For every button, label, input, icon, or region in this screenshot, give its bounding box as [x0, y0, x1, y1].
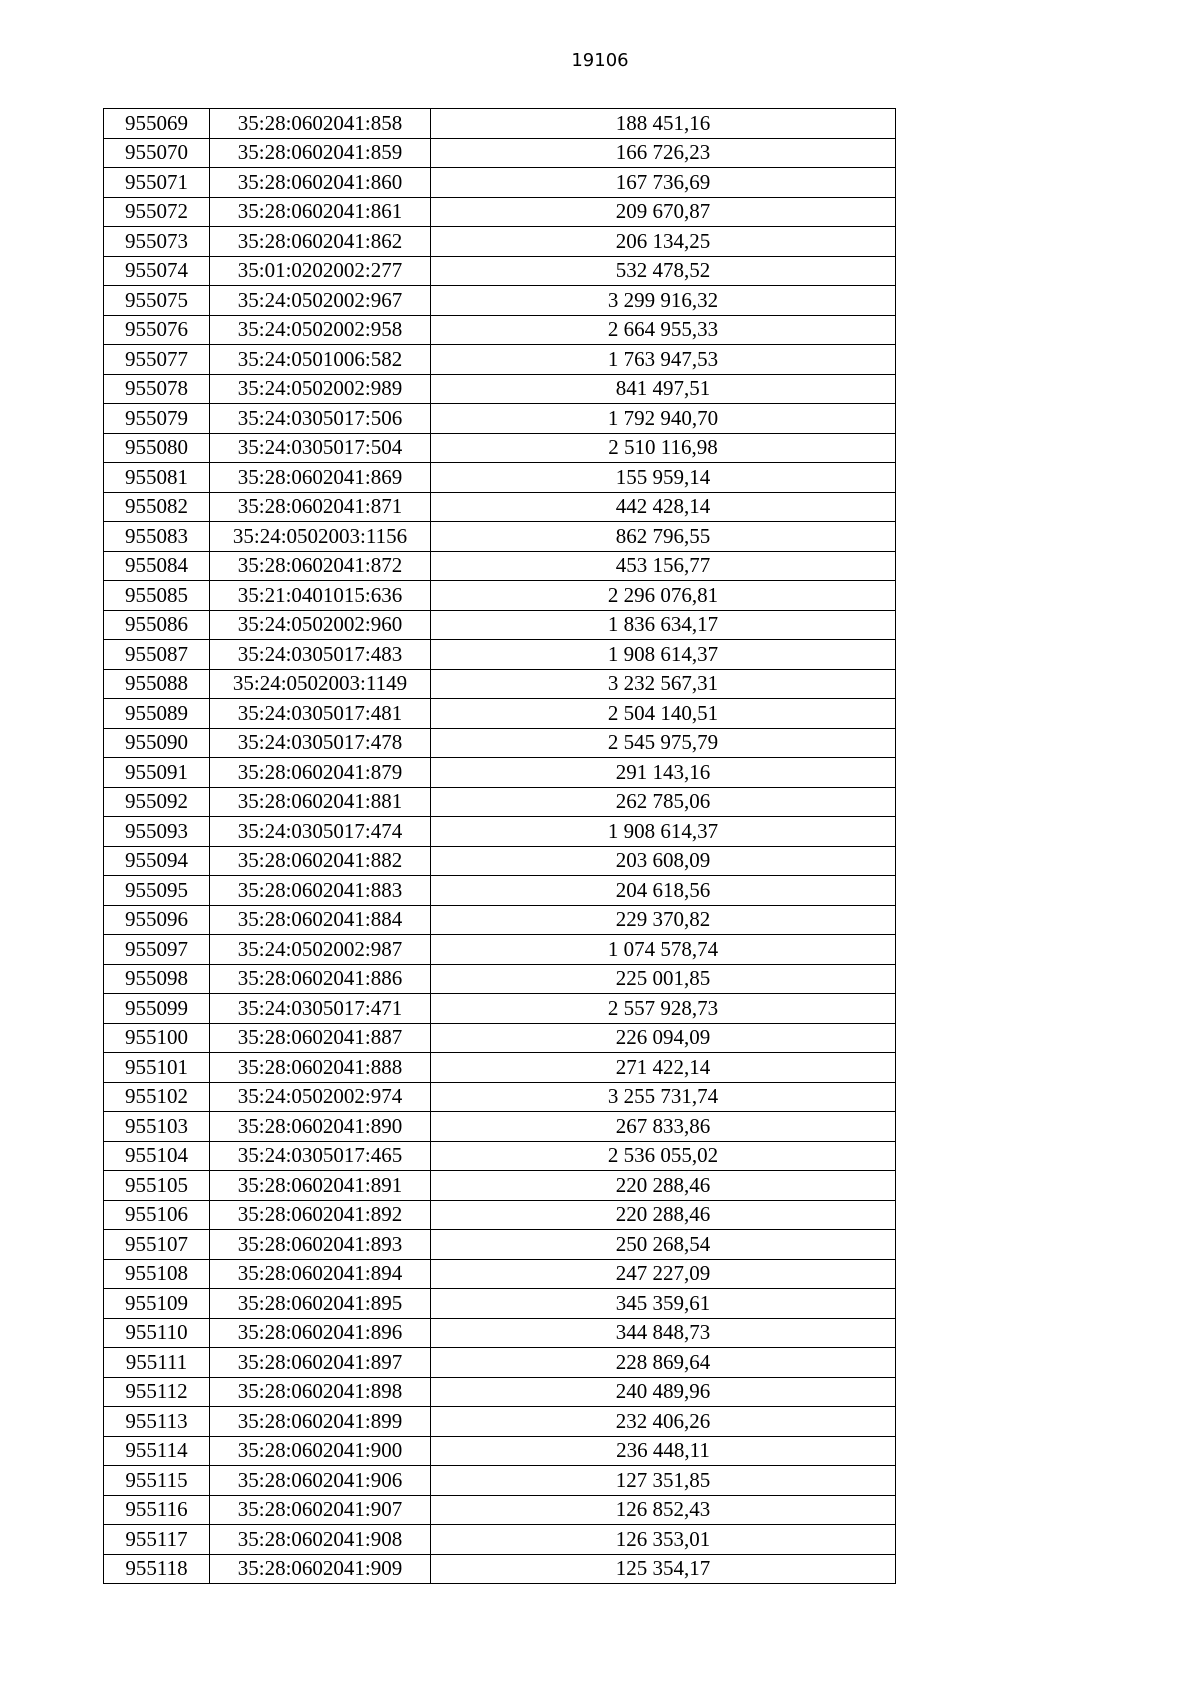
- row-id-cell: 955109: [104, 1289, 210, 1319]
- table-row: [104, 787, 896, 817]
- row-id-cell: 955104: [104, 1141, 210, 1171]
- row-id-cell: 955073: [104, 227, 210, 257]
- table-row: [104, 345, 896, 375]
- row-id-cell: 955078: [104, 374, 210, 404]
- table-row: [104, 1318, 896, 1348]
- cadastral-number-cell: 35:24:0305017:483: [210, 640, 431, 670]
- cadastral-value-cell: 267 833,86: [431, 1112, 896, 1142]
- row-id-cell: 955076: [104, 315, 210, 345]
- cadastral-number-cell: 35:24:0502003:1156: [210, 522, 431, 552]
- cadastral-value-cell: 345 359,61: [431, 1289, 896, 1319]
- table-row: [104, 1230, 896, 1260]
- table-row: [104, 433, 896, 463]
- cadastral-value-cell: 2 557 928,73: [431, 994, 896, 1024]
- cadastral-value-cell: 127 351,85: [431, 1466, 896, 1496]
- row-id-cell: 955095: [104, 876, 210, 906]
- cadastral-value-cell: 1 908 614,37: [431, 640, 896, 670]
- cadastral-value-cell: 220 288,46: [431, 1200, 896, 1230]
- row-id-cell: 955096: [104, 905, 210, 935]
- cadastral-number-cell: 35:28:0602041:879: [210, 758, 431, 788]
- cadastral-value-cell: 240 489,96: [431, 1377, 896, 1407]
- table-row: [104, 1200, 896, 1230]
- table-row: [104, 994, 896, 1024]
- cadastral-number-cell: 35:28:0602041:872: [210, 551, 431, 581]
- table-row: [104, 610, 896, 640]
- table-row: [104, 1436, 896, 1466]
- table-row: [104, 581, 896, 611]
- table-row: [104, 758, 896, 788]
- row-id-cell: 955094: [104, 846, 210, 876]
- row-id-cell: 955083: [104, 522, 210, 552]
- table-row: [104, 1466, 896, 1496]
- cadastral-value-cell: 1 792 940,70: [431, 404, 896, 434]
- table-row: [104, 964, 896, 994]
- table-row: [104, 728, 896, 758]
- row-id-cell: 955111: [104, 1348, 210, 1378]
- table-row: [104, 1053, 896, 1083]
- cadastral-number-cell: 35:24:0502002:974: [210, 1082, 431, 1112]
- cadastral-value-cell: 188 451,16: [431, 109, 896, 139]
- cadastral-number-cell: 35:28:0602041:897: [210, 1348, 431, 1378]
- cadastral-number-cell: 35:28:0602041:883: [210, 876, 431, 906]
- cadastral-value-cell: 2 536 055,02: [431, 1141, 896, 1171]
- cadastral-number-cell: 35:28:0602041:871: [210, 492, 431, 522]
- cadastral-number-cell: 35:24:0305017:478: [210, 728, 431, 758]
- row-id-cell: 955093: [104, 817, 210, 847]
- row-id-cell: 955113: [104, 1407, 210, 1437]
- cadastral-number-cell: 35:24:0502002:960: [210, 610, 431, 640]
- cadastral-value-cell: 209 670,87: [431, 197, 896, 227]
- cadastral-number-cell: 35:21:0401015:636: [210, 581, 431, 611]
- row-id-cell: 955107: [104, 1230, 210, 1260]
- row-id-cell: 955080: [104, 433, 210, 463]
- row-id-cell: 955092: [104, 787, 210, 817]
- table-row: [104, 227, 896, 257]
- cadastral-number-cell: 35:28:0602041:906: [210, 1466, 431, 1496]
- cadastral-value-cell: 262 785,06: [431, 787, 896, 817]
- row-id-cell: 955115: [104, 1466, 210, 1496]
- table-row: [104, 1289, 896, 1319]
- cadastral-value-table: [103, 108, 896, 1584]
- cadastral-number-cell: 35:28:0602041:886: [210, 964, 431, 994]
- cadastral-value-cell: 2 545 975,79: [431, 728, 896, 758]
- cadastral-value-cell: 841 497,51: [431, 374, 896, 404]
- cadastral-value-cell: 229 370,82: [431, 905, 896, 935]
- row-id-cell: 955086: [104, 610, 210, 640]
- cadastral-value-cell: 3 232 567,31: [431, 669, 896, 699]
- cadastral-value-cell: 232 406,26: [431, 1407, 896, 1437]
- cadastral-value-cell: 126 852,43: [431, 1495, 896, 1525]
- row-id-cell: 955112: [104, 1377, 210, 1407]
- table-row: [104, 1377, 896, 1407]
- cadastral-value-cell: 236 448,11: [431, 1436, 896, 1466]
- row-id-cell: 955069: [104, 109, 210, 139]
- cadastral-value-cell: 228 869,64: [431, 1348, 896, 1378]
- cadastral-value-cell: 453 156,77: [431, 551, 896, 581]
- table-row: [104, 315, 896, 345]
- row-id-cell: 955071: [104, 168, 210, 198]
- row-id-cell: 955079: [104, 404, 210, 434]
- cadastral-value-cell: 1 763 947,53: [431, 345, 896, 375]
- cadastral-number-cell: 35:24:0305017:506: [210, 404, 431, 434]
- cadastral-number-cell: 35:24:0502003:1149: [210, 669, 431, 699]
- cadastral-number-cell: 35:28:0602041:887: [210, 1023, 431, 1053]
- table-row: [104, 640, 896, 670]
- cadastral-number-cell: 35:28:0602041:907: [210, 1495, 431, 1525]
- cadastral-value-cell: 250 268,54: [431, 1230, 896, 1260]
- cadastral-number-cell: 35:24:0502002:958: [210, 315, 431, 345]
- row-id-cell: 955074: [104, 256, 210, 286]
- row-id-cell: 955091: [104, 758, 210, 788]
- row-id-cell: 955114: [104, 1436, 210, 1466]
- cadastral-value-cell: 442 428,14: [431, 492, 896, 522]
- table-row: [104, 1259, 896, 1289]
- cadastral-number-cell: 35:24:0502002:987: [210, 935, 431, 965]
- cadastral-value-cell: 2 296 076,81: [431, 581, 896, 611]
- row-id-cell: 955081: [104, 463, 210, 493]
- cadastral-value-cell: 247 227,09: [431, 1259, 896, 1289]
- table-row: [104, 1112, 896, 1142]
- cadastral-value-cell: 2 504 140,51: [431, 699, 896, 729]
- row-id-cell: 955070: [104, 138, 210, 168]
- cadastral-number-cell: 35:28:0602041:882: [210, 846, 431, 876]
- cadastral-value-cell: 220 288,46: [431, 1171, 896, 1201]
- table-row: [104, 1141, 896, 1171]
- table-row: [104, 699, 896, 729]
- cadastral-number-cell: 35:01:0202002:277: [210, 256, 431, 286]
- cadastral-value-cell: 203 608,09: [431, 846, 896, 876]
- table-row: [104, 817, 896, 847]
- table-row: [104, 522, 896, 552]
- table-row: [104, 492, 896, 522]
- row-id-cell: 955077: [104, 345, 210, 375]
- table-row: [104, 138, 896, 168]
- row-id-cell: 955103: [104, 1112, 210, 1142]
- cadastral-value-cell: 225 001,85: [431, 964, 896, 994]
- row-id-cell: 955097: [104, 935, 210, 965]
- table-row: [104, 846, 896, 876]
- cadastral-value-cell: 155 959,14: [431, 463, 896, 493]
- cadastral-value-cell: 862 796,55: [431, 522, 896, 552]
- cadastral-number-cell: 35:28:0602041:896: [210, 1318, 431, 1348]
- cadastral-number-cell: 35:28:0602041:884: [210, 905, 431, 935]
- cadastral-number-cell: 35:28:0602041:860: [210, 168, 431, 198]
- row-id-cell: 955118: [104, 1554, 210, 1584]
- row-id-cell: 955110: [104, 1318, 210, 1348]
- cadastral-number-cell: 35:24:0502002:967: [210, 286, 431, 316]
- cadastral-value-cell: 3 255 731,74: [431, 1082, 896, 1112]
- cadastral-number-cell: 35:28:0602041:909: [210, 1554, 431, 1584]
- row-id-cell: 955102: [104, 1082, 210, 1112]
- cadastral-value-cell: 125 354,17: [431, 1554, 896, 1584]
- cadastral-number-cell: 35:24:0501006:582: [210, 345, 431, 375]
- cadastral-number-cell: 35:28:0602041:888: [210, 1053, 431, 1083]
- cadastral-number-cell: 35:28:0602041:894: [210, 1259, 431, 1289]
- cadastral-value-cell: 1 836 634,17: [431, 610, 896, 640]
- cadastral-number-cell: 35:28:0602041:859: [210, 138, 431, 168]
- table-row: [104, 256, 896, 286]
- cadastral-value-cell: 226 094,09: [431, 1023, 896, 1053]
- table-row: [104, 168, 896, 198]
- cadastral-value-cell: 167 736,69: [431, 168, 896, 198]
- cadastral-value-cell: 126 353,01: [431, 1525, 896, 1555]
- table-row: [104, 374, 896, 404]
- row-id-cell: 955090: [104, 728, 210, 758]
- table-row: [104, 1348, 896, 1378]
- table-row: [104, 1171, 896, 1201]
- cadastral-value-cell: 206 134,25: [431, 227, 896, 257]
- cadastral-value-cell: 3 299 916,32: [431, 286, 896, 316]
- cadastral-number-cell: 35:28:0602041:892: [210, 1200, 431, 1230]
- cadastral-number-cell: 35:24:0305017:465: [210, 1141, 431, 1171]
- row-id-cell: 955072: [104, 197, 210, 227]
- table-row: [104, 286, 896, 316]
- table-row: [104, 1554, 896, 1584]
- cadastral-number-cell: 35:28:0602041:890: [210, 1112, 431, 1142]
- row-id-cell: 955106: [104, 1200, 210, 1230]
- row-id-cell: 955117: [104, 1525, 210, 1555]
- cadastral-value-cell: 166 726,23: [431, 138, 896, 168]
- cadastral-number-cell: 35:24:0305017:474: [210, 817, 431, 847]
- row-id-cell: 955105: [104, 1171, 210, 1201]
- table-body: [104, 109, 896, 1584]
- row-id-cell: 955088: [104, 669, 210, 699]
- table-row: [104, 1495, 896, 1525]
- row-id-cell: 955100: [104, 1023, 210, 1053]
- row-id-cell: 955082: [104, 492, 210, 522]
- row-id-cell: 955098: [104, 964, 210, 994]
- table-row: [104, 1525, 896, 1555]
- table-row: [104, 1023, 896, 1053]
- page-number: 19106: [571, 50, 629, 71]
- table-row: [104, 197, 896, 227]
- row-id-cell: 955087: [104, 640, 210, 670]
- cadastral-number-cell: 35:28:0602041:908: [210, 1525, 431, 1555]
- cadastral-value-cell: 1 074 578,74: [431, 935, 896, 965]
- row-id-cell: 955101: [104, 1053, 210, 1083]
- table-row: [104, 935, 896, 965]
- cadastral-number-cell: 35:28:0602041:891: [210, 1171, 431, 1201]
- table-row: [104, 551, 896, 581]
- cadastral-number-cell: 35:24:0502002:989: [210, 374, 431, 404]
- cadastral-number-cell: 35:28:0602041:899: [210, 1407, 431, 1437]
- cadastral-number-cell: 35:28:0602041:869: [210, 463, 431, 493]
- table-row: [104, 463, 896, 493]
- cadastral-value-cell: 1 908 614,37: [431, 817, 896, 847]
- cadastral-number-cell: 35:28:0602041:881: [210, 787, 431, 817]
- row-id-cell: 955089: [104, 699, 210, 729]
- row-id-cell: 955075: [104, 286, 210, 316]
- cadastral-value-cell: 291 143,16: [431, 758, 896, 788]
- row-id-cell: 955116: [104, 1495, 210, 1525]
- row-id-cell: 955084: [104, 551, 210, 581]
- table-row: [104, 669, 896, 699]
- cadastral-number-cell: 35:24:0305017:471: [210, 994, 431, 1024]
- cadastral-number-cell: 35:28:0602041:862: [210, 227, 431, 257]
- table-row: [104, 404, 896, 434]
- table-row: [104, 876, 896, 906]
- row-id-cell: 955099: [104, 994, 210, 1024]
- cadastral-number-cell: 35:24:0305017:504: [210, 433, 431, 463]
- table-row: [104, 1407, 896, 1437]
- row-id-cell: 955108: [104, 1259, 210, 1289]
- cadastral-number-cell: 35:28:0602041:893: [210, 1230, 431, 1260]
- cadastral-value-cell: 271 422,14: [431, 1053, 896, 1083]
- cadastral-value-cell: 2 664 955,33: [431, 315, 896, 345]
- cadastral-value-cell: 204 618,56: [431, 876, 896, 906]
- cadastral-number-cell: 35:28:0602041:895: [210, 1289, 431, 1319]
- table-row: [104, 905, 896, 935]
- table-row: [104, 1082, 896, 1112]
- cadastral-value-cell: 532 478,52: [431, 256, 896, 286]
- row-id-cell: 955085: [104, 581, 210, 611]
- cadastral-number-cell: 35:28:0602041:900: [210, 1436, 431, 1466]
- cadastral-number-cell: 35:24:0305017:481: [210, 699, 431, 729]
- table-row: [104, 109, 896, 139]
- cadastral-number-cell: 35:28:0602041:858: [210, 109, 431, 139]
- cadastral-value-cell: 344 848,73: [431, 1318, 896, 1348]
- cadastral-value-cell: 2 510 116,98: [431, 433, 896, 463]
- cadastral-number-cell: 35:28:0602041:861: [210, 197, 431, 227]
- cadastral-number-cell: 35:28:0602041:898: [210, 1377, 431, 1407]
